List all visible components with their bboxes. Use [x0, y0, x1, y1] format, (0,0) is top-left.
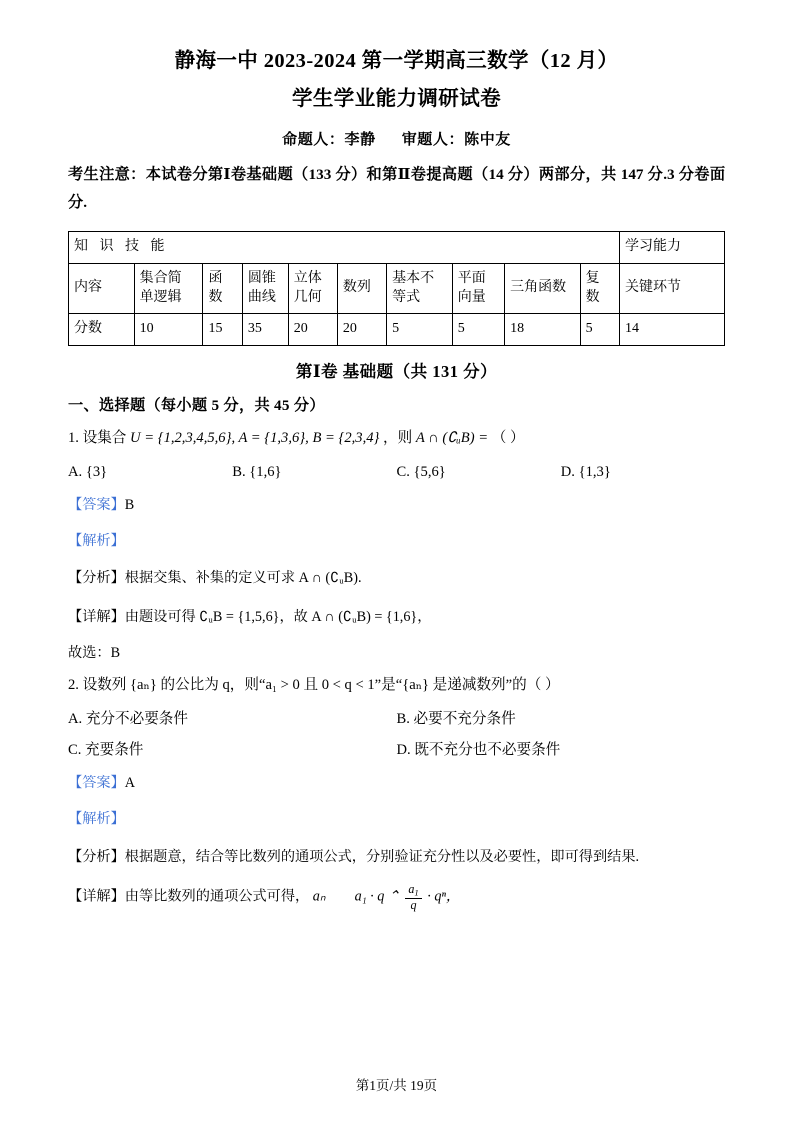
question-1-xiangjie [68, 605, 725, 631]
knowledge-skill-header: 知 识 技 能 [69, 231, 620, 263]
q2-fenxi-tag: 【分析】 [68, 848, 125, 865]
q1-option-d[interactable]: D. {1,3} [560, 464, 611, 481]
table-row [69, 263, 725, 314]
score-basic-inequality: 5 [387, 314, 453, 346]
score-key-links: 14 [619, 314, 724, 346]
page-title-line-1: 静海一中 2023-2024 第一学期高三数学（12 月） [174, 50, 619, 72]
score-solid-geometry: 20 [288, 314, 337, 346]
q2-option-b[interactable]: B. 必要不充分条件 [396, 711, 516, 728]
score-sequences: 20 [337, 314, 386, 346]
score-functions: 15 [203, 314, 242, 346]
q2-math-fraction: $\frac{a_1}{q}$ [405, 883, 421, 912]
score-distribution-table [68, 231, 725, 347]
question-2-stem: 2. 设数列 {aₙ} 的公比为 q，则“a₁ > 0 且 0 < q < 1”是“{aₙ} 是递减数列”的（ ） [68, 676, 560, 693]
question-2-answer [68, 771, 725, 795]
topic-basic-inequality: 基本不 等式 [387, 263, 453, 314]
q2-math-an: aₙ [312, 888, 326, 905]
candidate-notice [68, 161, 725, 217]
q2-option-c[interactable]: C. 充要条件 [68, 742, 144, 759]
question-1-answer [68, 493, 725, 517]
score-conic-sections: 35 [242, 314, 288, 346]
q1-answer-value: B [124, 497, 135, 514]
q1-analysis-tag: 【解析】 [68, 533, 125, 550]
q2-math-tail: · qⁿ， [427, 888, 461, 905]
question-type-heading: 一、选择题（每小题 5 分，共 45 分） [68, 397, 325, 415]
question-1-stem [68, 426, 725, 451]
q1-answer-tag: 【答案】 [68, 497, 125, 514]
q2-analysis-tag: 【解析】 [68, 811, 125, 828]
question-1-options [68, 464, 725, 481]
setter-label: 命题人：李静 [282, 131, 376, 148]
q1-expression: A ∩ (∁ᵤB) = [415, 430, 489, 447]
table-row [69, 314, 725, 346]
q1-math-u: U = {1,2,3,4,5,6} [130, 430, 232, 447]
topic-key-links: 关键环节 [619, 263, 724, 314]
score-label: 分数 [69, 314, 135, 346]
q1-option-c[interactable]: C. {5,6} [396, 464, 446, 481]
q2-math-a1qn: a₁ · q ⌃ [354, 888, 400, 905]
authors-line [68, 128, 725, 149]
question-2-analysis-label [68, 807, 725, 831]
topic-complex-numbers: 复 数 [580, 263, 619, 314]
topic-functions: 函 数 [203, 263, 242, 314]
score-sets-logic: 10 [134, 314, 203, 346]
q2-answer-tag: 【答案】 [68, 775, 125, 792]
topic-sequences: 数列 [337, 263, 386, 314]
q2-fenxi-text: 根据题意，结合等比数列的通项公式，分别验证充分性以及必要性，即可得到结果. [124, 848, 640, 865]
q1-xiangjie-tag: 【详解】 [68, 608, 125, 625]
q1-fenxi-text: 根据交集、补集的定义可求 A ∩ (∁ᵤB). [124, 570, 362, 587]
topic-plane-vectors: 平面 向量 [452, 263, 504, 314]
notice-prefix: 考生注意： [68, 165, 146, 183]
question-1-fenxi [68, 566, 725, 592]
score-plane-vectors: 5 [452, 314, 504, 346]
q1-math-b: , B = {2,3,4} [305, 430, 380, 447]
q1-math-a: , A = {1,3,6} [231, 430, 306, 447]
topic-sets-logic: 集合简 单逻辑 [134, 263, 203, 314]
topic-trigonometric-functions: 三角函数 [505, 263, 580, 314]
q1-option-a[interactable]: A. {3} [68, 464, 108, 481]
q1-fenxi-tag: 【分析】 [68, 570, 125, 587]
page-title-line-2: 学生学业能力调研试卷 [292, 87, 501, 110]
q2-xiangjie-text: 由等比数列的通项公式可得， [124, 888, 310, 905]
question-2-options-row2 [68, 738, 725, 759]
q2-answer-value: A [124, 775, 136, 792]
learning-ability-header: 学习能力 [619, 231, 724, 263]
table-row [69, 231, 725, 263]
page-footer: 第1页/共 19页 [355, 1078, 438, 1093]
score-complex-numbers: 5 [580, 314, 619, 346]
section-title: 第Ⅰ卷 基础题（共 131 分） [295, 362, 498, 382]
q1-stem-tail: （ ） [491, 430, 525, 447]
question-2-xiangjie [68, 883, 725, 912]
score-trigonometric-functions: 18 [505, 314, 580, 346]
content-label: 内容 [69, 263, 135, 314]
q2-option-d[interactable]: D. 既不充分也不必要条件 [396, 742, 561, 759]
notice-text: 本试卷分第Ⅰ卷基础题（133 分）和第Ⅱ卷提高题（14 分）两部分，共 147 分.3 分卷面分. [68, 165, 726, 211]
q1-stem-prefix: 1. 设集合 [68, 430, 127, 447]
reviewer-label: 审题人：陈中友 [401, 131, 511, 148]
question-1-conclusion: 故选：B [68, 644, 121, 661]
question-2-options-row1 [68, 707, 725, 728]
question-1-analysis-label [68, 529, 725, 553]
q2-xiangjie-tag: 【详解】 [68, 888, 125, 905]
q1-option-b[interactable]: B. {1,6} [232, 464, 282, 481]
q1-stem-mid: ，则 [383, 430, 413, 447]
topic-solid-geometry: 立体 几何 [288, 263, 337, 314]
q1-xiangjie-text: 由题设可得 ∁ᵤB = {1,5,6}，故 A ∩ (∁ᵤB) = {1,6}， [124, 608, 432, 625]
question-2-fenxi [68, 845, 725, 871]
topic-conic-sections: 圆锥 曲线 [242, 263, 288, 314]
q2-option-a[interactable]: A. 充分不必要条件 [68, 711, 188, 728]
